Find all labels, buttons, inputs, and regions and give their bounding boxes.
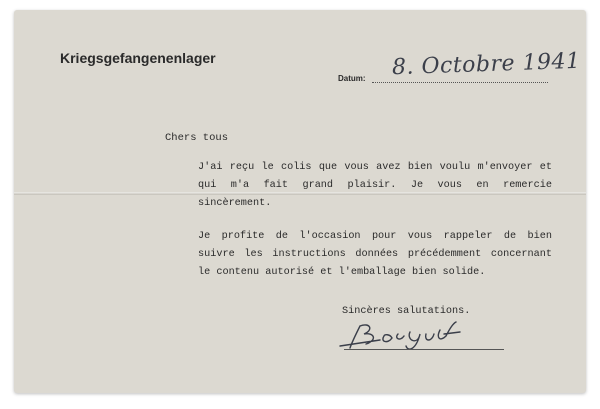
signature — [336, 316, 466, 357]
postcard — [14, 10, 586, 393]
closing: Sincères salutations. — [342, 306, 471, 317]
date-label: Datum: — [338, 74, 366, 83]
signature-line — [344, 349, 504, 350]
paragraph-1: J'ai reçu le colis que vous avez bien voulu m'envoyer et qui m'a fait grand plaisir. Je vous en remercie sincèrement. — [198, 162, 552, 209]
salutation: Chers tous — [165, 132, 229, 144]
camp-title: Kriegsgefangenenlager — [60, 50, 216, 66]
date-line — [372, 82, 548, 83]
paragraph-2: Je profite de l'occasion pour vous rappeler de bien suivre les instructions données précédemment concernant le contenu autorisé et l'emballage bien solide. — [198, 231, 552, 278]
handwritten-date: 8. Octobre 1941 — [391, 48, 581, 81]
